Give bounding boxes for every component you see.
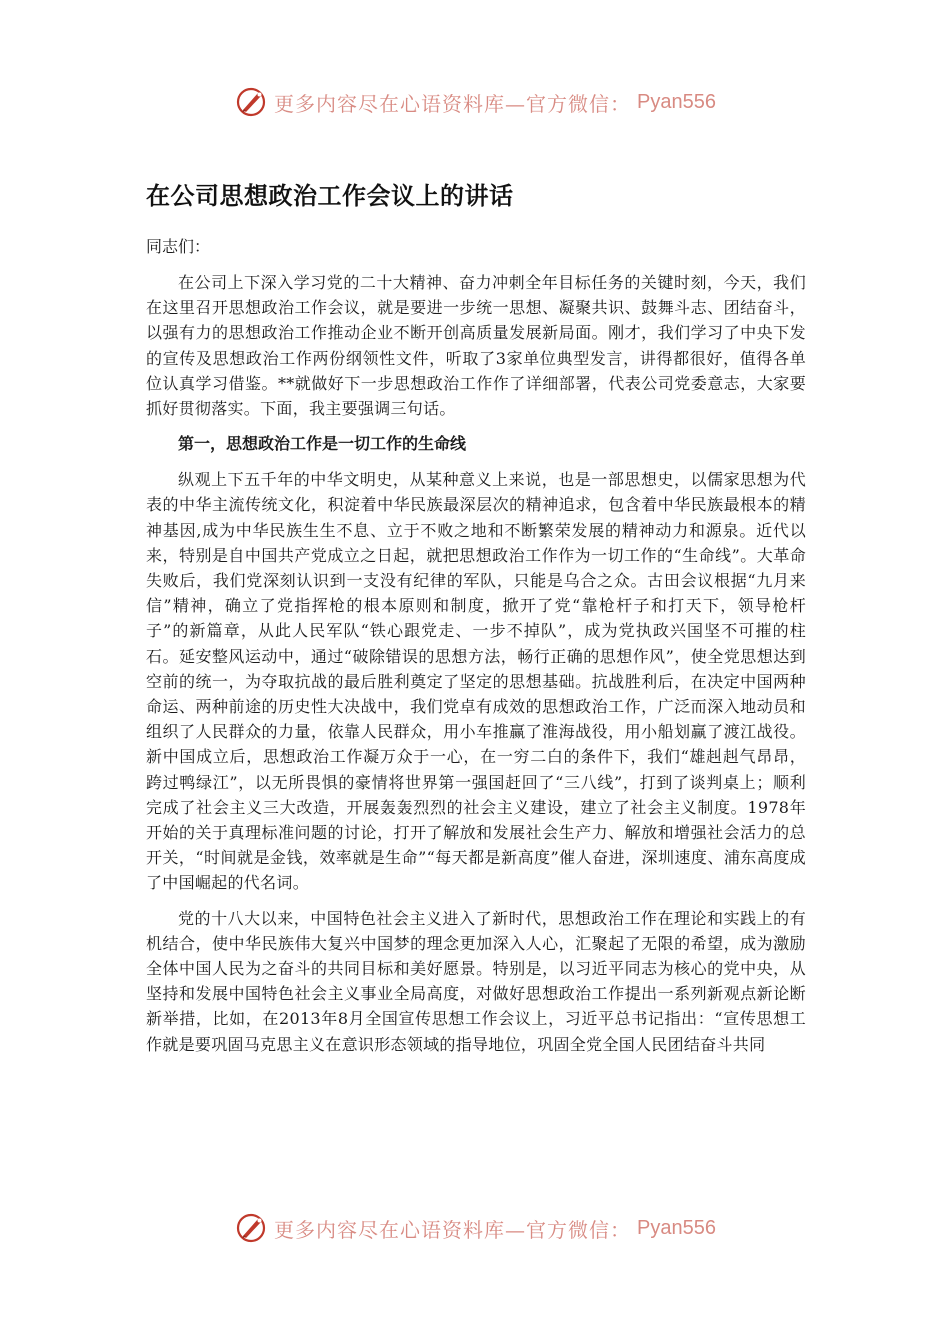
pen-logo-icon [234,1211,268,1245]
banner-text: 更多内容尽在心语资料库—官方微信： [274,1217,632,1242]
salutation: 同志们： [146,237,211,256]
banner-wechat-id: Pyan556 [637,90,716,113]
intro-paragraph: 在公司上下深入学习党的二十大精神、奋力冲刺全年目标任务的关键时刻，今天，我们在这里召开思想政治工作会议，就是要进一步统一思想、凝聚共识、鼓舞斗志、团结奋斗，以强有力的思想政治工作推动企业不断开创高质量发展新局面。刚才，我们学习了中央下发的宣传及思想政治工作两份纲领性文件，听取了3家单位典型发言，讲得都很好，值得各单位认真学习借鉴。**就做好下一步思想政治工作作了详细部署，代表公司党委意志，大家要抓好贯彻落实。下面，我主要强调三句话。 [146,273,806,419]
document-title: 在公司思想政治工作会议上的讲话 [146,182,514,210]
header-banner [0,82,950,122]
banner-wechat-id: Pyan556 [637,1216,716,1239]
body-paragraph: 纵观上下五千年的中华文明史，从某种意义上来说，也是一部思想史，以儒家思想为代表的中华主流传统文化，积淀着中华民族最深层次的精神追求，包含着中华民族最根本的精神基因,成为中华民族生生不息、立于不败之地和不断繁荣发展的精神动力和源泉。近代以来，特别是自中国共产党成立之日起，就把思想政治工作作为一切工作的“生命线”。大革命失败后，我们党深刻认识到一支没有纪律的军队，只能是乌合之众。古田会议根据“九月来信”精神，确立了党指挥枪的根本原则和制度，掀开了党“靠枪杆子和打天下，领导枪杆子”的新篇章，从此人民军队“铁心跟党走、一步不掉队”，成为党执政兴国坚不可摧的柱石。延安整风运动中，通过“破除错误的思想方法，畅行正确的思想作风”，使全党思想达到空前的统一，为夺取抗战的最后胜利奠定了坚定的思想基础。抗战胜利后，在决定中国两种命运、两种前途的历史性大决战中，我们党卓有成效的思想政治工作，广泛而深入地动员和组织了人民群众的力量，依靠人民群众，用小车推赢了淮海战役，用小船划赢了渡江战役。新中国成立后，思想政治工作凝万众于一心，在一穷二白的条件下，我们“雄赳赳气昂昂，跨过鸭绿江”，以无所畏惧的豪情将世界第一强国赶回了“三八线”，打到了谈判桌上；顺利完成了社会主义三大改造，开展轰轰烈烈的社会主义建设，建立了社会主义制度。1978年开始的关于真理标准问题的讨论，打开了解放和发展社会生产力、解放和增强社会活力的总开关，“时间就是金钱，效率就是生命”“每天都是新高度”催人奋进，深圳速度、浦东高度成了中国崛起的代名词。 [146,470,806,893]
section-heading: 第一，思想政治工作是一切工作的生命线 [178,434,467,454]
banner-text: 更多内容尽在心语资料库—官方微信： [274,91,632,116]
document-body [146,176,806,1067]
footer-banner [0,1208,950,1248]
pen-logo-icon [234,85,268,119]
body-paragraph: 党的十八大以来，中国特色社会主义进入了新时代，思想政治工作在理论和实践上的有机结合，使中华民族伟大复兴中国梦的理念更加深入人心，汇聚起了无限的希望，成为激励全体中国人民为之奋斗的共同目标和美好愿景。特别是，以习近平同志为核心的党中央，从坚持和发展中国特色社会主义事业全局高度，对做好思想政治工作提出一系列新观点新论断新举措，比如，在2013年8月全国宣传思想工作会议上，习近平总书记指出：“宣传思想工作就是要巩固马克思主义在意识形态领域的指导地位，巩固全党全国人民团结奋斗共同 [146,908,806,1054]
